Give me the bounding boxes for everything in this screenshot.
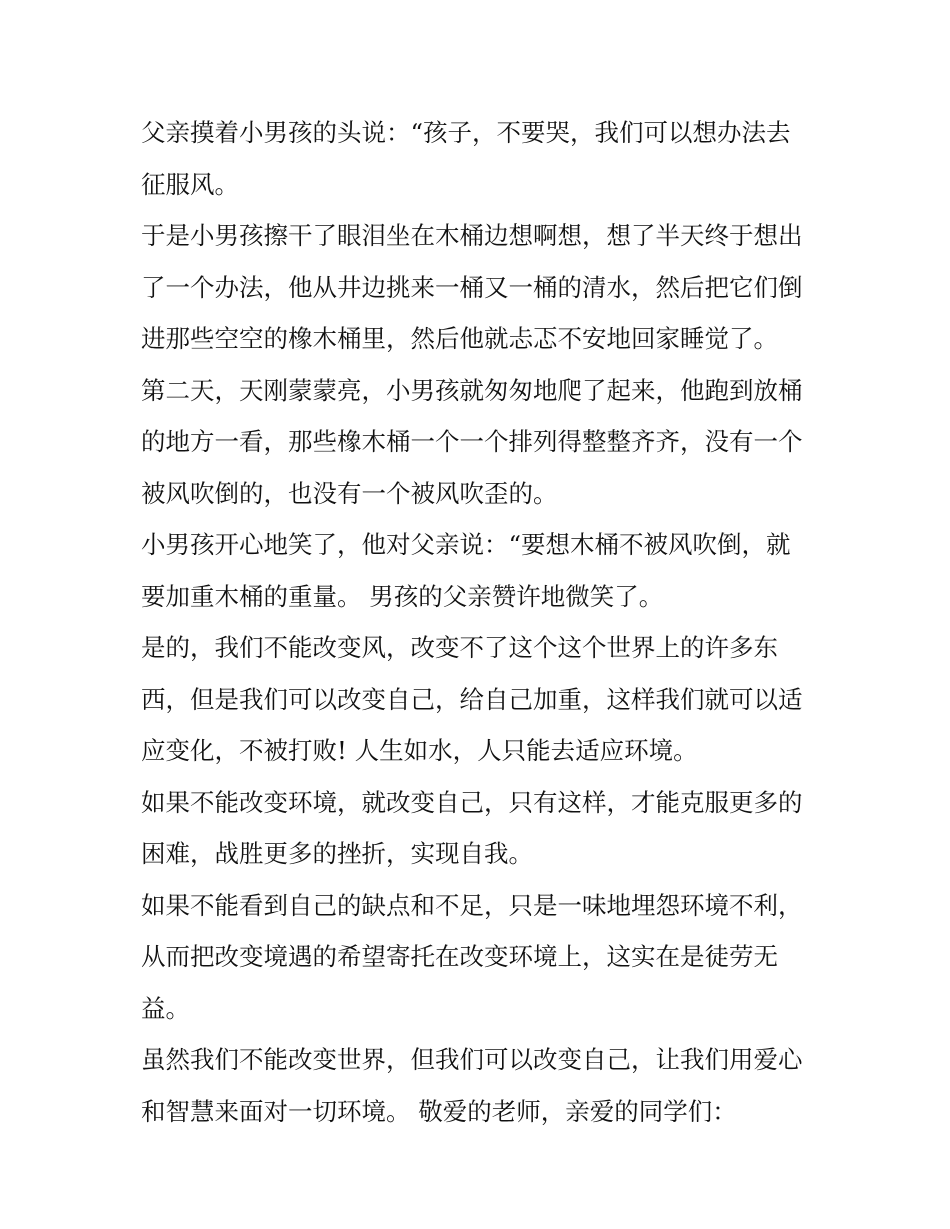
- paragraph-7: [141, 880, 813, 1035]
- text-line: 父亲摸着小男孩的头说：“孩子，不要哭，我们可以想办法去: [141, 118, 791, 147]
- text-line: 和智慧来面对一切环境。 敬爱的老师，亲爱的同学们：: [141, 1096, 737, 1126]
- paragraph-6: [141, 777, 813, 880]
- text-line: 小男孩开心地笑了，他对父亲说：“要想木桶不被风吹倒，就: [141, 530, 791, 559]
- text-line: 是的，我们不能改变风，改变不了这个这个世界上的许多东: [141, 633, 778, 662]
- paragraph-2: [141, 210, 813, 365]
- paragraph-1: [141, 107, 813, 210]
- text-line: 要加重木桶的重量。 男孩的父亲赞许地微笑了。: [141, 581, 664, 611]
- text-line: 西，但是我们可以改变自己，给自己加重，这样我们就可以适: [141, 684, 803, 714]
- text-line: 困难，战胜更多的挫折，实现自我。: [141, 839, 533, 868]
- text-line: 被风吹倒的，也没有一个被风吹歪的。: [141, 478, 558, 508]
- text-line: 如果不能看到自己的缺点和不足，只是一味地埋怨环境不利，: [141, 890, 803, 920]
- text-line: 于是小男孩擦干了眼泪坐在木桶边想啊想，想了半天终于想出: [141, 221, 803, 250]
- text-line: 如果不能改变环境，就改变自己，只有这样，才能克服更多的: [141, 787, 803, 817]
- text-line: 益。: [141, 993, 190, 1023]
- text-line: 征服风。: [141, 169, 239, 199]
- text-line: 第二天，天刚蒙蒙亮，小男孩就匆匆地爬了起来，他跑到放桶: [141, 375, 803, 405]
- text-line: 应变化，不被打败! 人生如水，人只能去适应环境。: [141, 736, 698, 765]
- document-body: [141, 107, 813, 1137]
- paragraph-3: [141, 365, 813, 520]
- text-line: 从而把改变境遇的希望寄托在改变环境上，这实在是徒劳无: [141, 942, 778, 971]
- text-line: 的地方一看，那些橡木桶一个一个排列得整整齐齐，没有一个: [141, 427, 803, 456]
- text-line: 虽然我们不能改变世界，但我们可以改变自己，让我们用爱心: [141, 1045, 803, 1074]
- paragraph-8: [141, 1034, 813, 1137]
- paragraph-5: [141, 622, 813, 777]
- paragraph-4: [141, 519, 813, 622]
- text-line: 了一个办法，他从井边挑来一桶又一桶的清水，然后把它们倒: [141, 272, 803, 302]
- text-line: 进那些空空的橡木桶里，然后他就忐忑不安地回家睡觉了。: [141, 324, 778, 353]
